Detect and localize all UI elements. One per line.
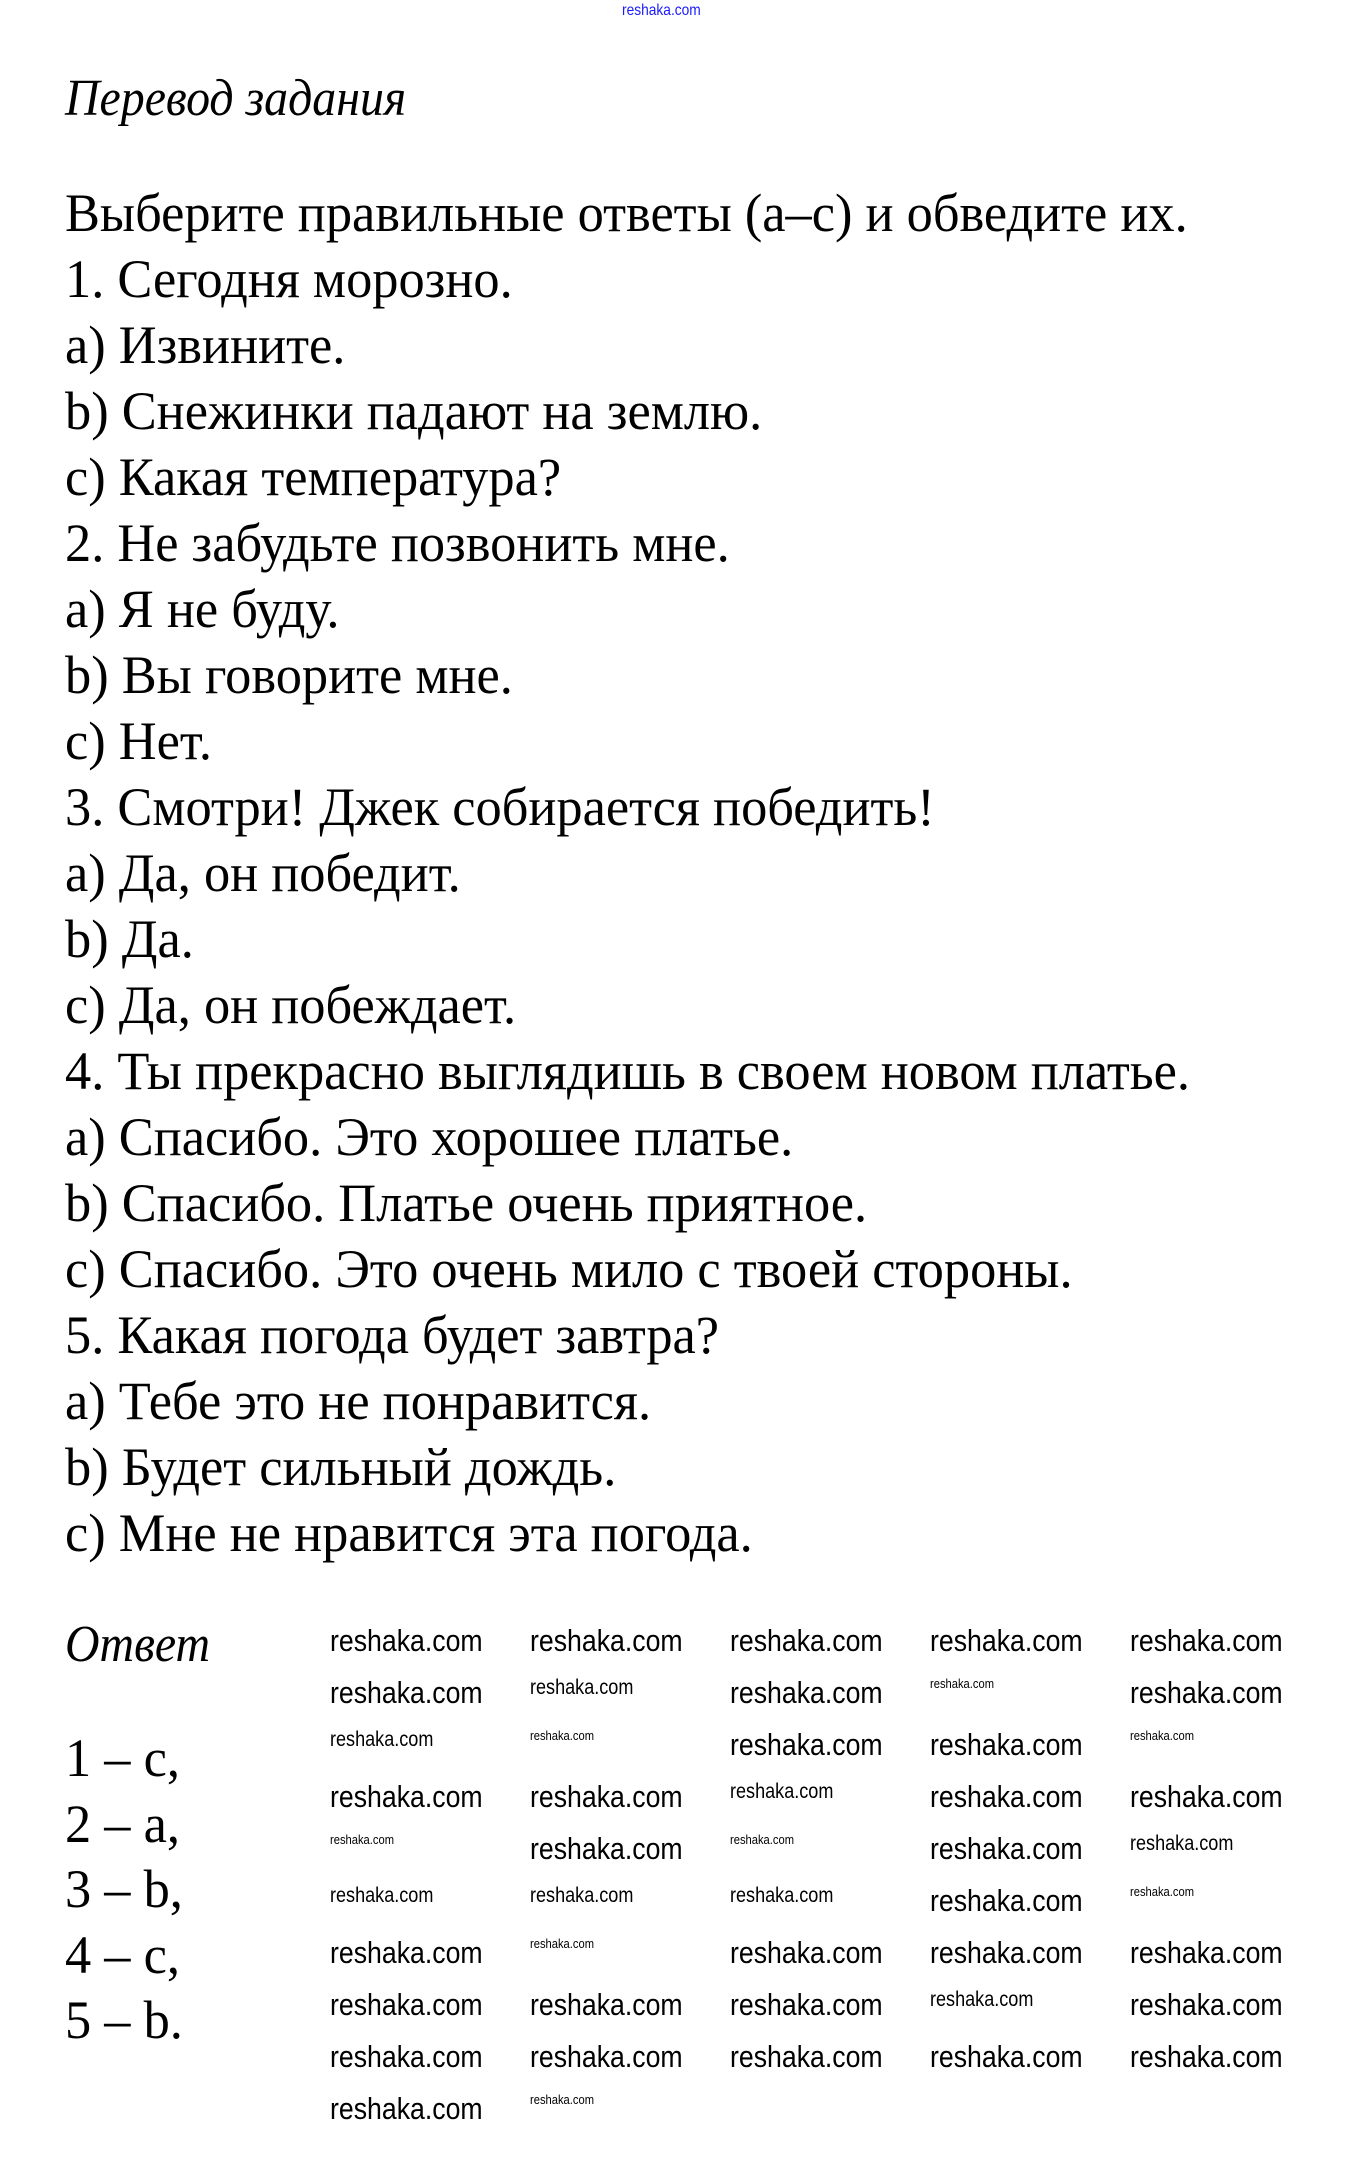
watermark: reshaka.com (930, 1676, 995, 1691)
watermark: reshaka.com (1130, 1623, 1283, 1658)
watermark: reshaka.com (330, 1779, 483, 1814)
top-watermark: reshaka.com (622, 2, 701, 19)
task-text (65, 180, 1225, 1566)
task-line: c) Нет. (65, 711, 212, 771)
watermark: reshaka.com (330, 1675, 483, 1710)
task-line: a) Тебе это не понравится. (65, 1371, 652, 1431)
answer-item: 4 – c, (65, 1924, 180, 1985)
task-line: 1. Сегодня морозно. (65, 249, 513, 309)
task-instruction: Выберите правильные ответы (a–c) и обведите их. (65, 183, 1188, 243)
watermark: reshaka.com (1130, 1728, 1195, 1743)
watermark: reshaka.com (330, 1832, 395, 1847)
task-line: c) Спасибо. Это очень мило с твоей стороны. (65, 1239, 1073, 1299)
watermark: reshaka.com (530, 1936, 595, 1951)
watermark: reshaka.com (1130, 2039, 1283, 2074)
watermark: reshaka.com (530, 1987, 683, 2022)
watermark: reshaka.com (930, 1883, 1083, 1918)
task-line: c) Да, он побеждает. (65, 975, 517, 1035)
watermark: reshaka.com (530, 2039, 683, 2074)
task-line: b) Вы говорите мне. (65, 645, 513, 705)
watermark: reshaka.com (730, 1935, 883, 1970)
watermark: reshaka.com (730, 1780, 834, 1803)
watermark: reshaka.com (1130, 1779, 1283, 1814)
task-line: a) Да, он победит. (65, 843, 461, 903)
task-line: b) Спасибо. Платье очень приятное. (65, 1173, 868, 1233)
watermark: reshaka.com (730, 1884, 834, 1907)
watermark: reshaka.com (530, 1728, 595, 1743)
task-line: 5. Какая погода будет завтра? (65, 1305, 720, 1365)
watermark: reshaka.com (330, 1884, 434, 1907)
answer-item: 5 – b. (65, 1990, 183, 2050)
watermark: reshaka.com (730, 1987, 883, 2022)
task-line: a) Я не буду. (65, 579, 340, 639)
task-line: c) Какая температура? (65, 447, 562, 507)
watermark: reshaka.com (730, 1623, 883, 1658)
watermark: reshaka.com (1130, 1832, 1234, 1855)
task-line: 3. Смотри! Джек собирается победить! (65, 777, 935, 837)
task-line: a) Извините. (65, 315, 346, 375)
watermark: reshaka.com (1130, 1935, 1283, 1970)
watermark: reshaka.com (330, 2039, 483, 2074)
answer-item: 1 – c, (65, 1728, 180, 1788)
watermark: reshaka.com (730, 2039, 883, 2074)
watermark: reshaka.com (330, 1728, 434, 1751)
watermark: reshaka.com (1130, 1987, 1283, 2022)
watermark: reshaka.com (330, 2091, 483, 2126)
watermark: reshaka.com (330, 1987, 483, 2022)
watermark: reshaka.com (530, 1779, 683, 1814)
answer-item: 3 – b, (65, 1859, 183, 1919)
watermark: reshaka.com (930, 1727, 1083, 1762)
answer-heading: Ответ (65, 1616, 211, 1673)
answer-item: 2 – a, (65, 1793, 180, 1854)
watermark: reshaka.com (930, 1935, 1083, 1970)
watermark: reshaka.com (530, 1676, 634, 1699)
watermark: reshaka.com (730, 1675, 883, 1710)
task-line: 4. Ты прекрасно выглядишь в своем новом платье. (65, 1041, 1190, 1101)
watermark: reshaka.com (1130, 1884, 1195, 1899)
watermark: reshaka.com (530, 1623, 683, 1658)
watermark: reshaka.com (930, 2039, 1083, 2074)
watermark: reshaka.com (330, 1935, 483, 1970)
watermark: reshaka.com (330, 1623, 483, 1658)
watermark: reshaka.com (530, 1831, 683, 1866)
watermark: reshaka.com (1130, 1675, 1283, 1710)
watermark: reshaka.com (930, 1623, 1083, 1658)
watermark: reshaka.com (930, 1779, 1083, 1814)
task-line: b) Снежинки падают на землю. (65, 381, 763, 441)
task-line: c) Мне не нравится эта погода. (65, 1503, 753, 1563)
task-line: b) Будет сильный дождь. (65, 1437, 617, 1497)
task-line: b) Да. (65, 909, 194, 969)
answer-list (65, 1726, 187, 2054)
task-line: a) Спасибо. Это хорошее платье. (65, 1107, 794, 1167)
watermark: reshaka.com (730, 1727, 883, 1762)
task-translation-heading: Перевод задания (65, 70, 407, 127)
watermark: reshaka.com (730, 1832, 795, 1847)
watermark: reshaka.com (530, 2092, 595, 2107)
watermark: reshaka.com (930, 1831, 1083, 1866)
watermark: reshaka.com (530, 1884, 634, 1907)
watermark: reshaka.com (930, 1988, 1034, 2011)
task-line: 2. Не забудьте позвонить мне. (65, 513, 730, 573)
